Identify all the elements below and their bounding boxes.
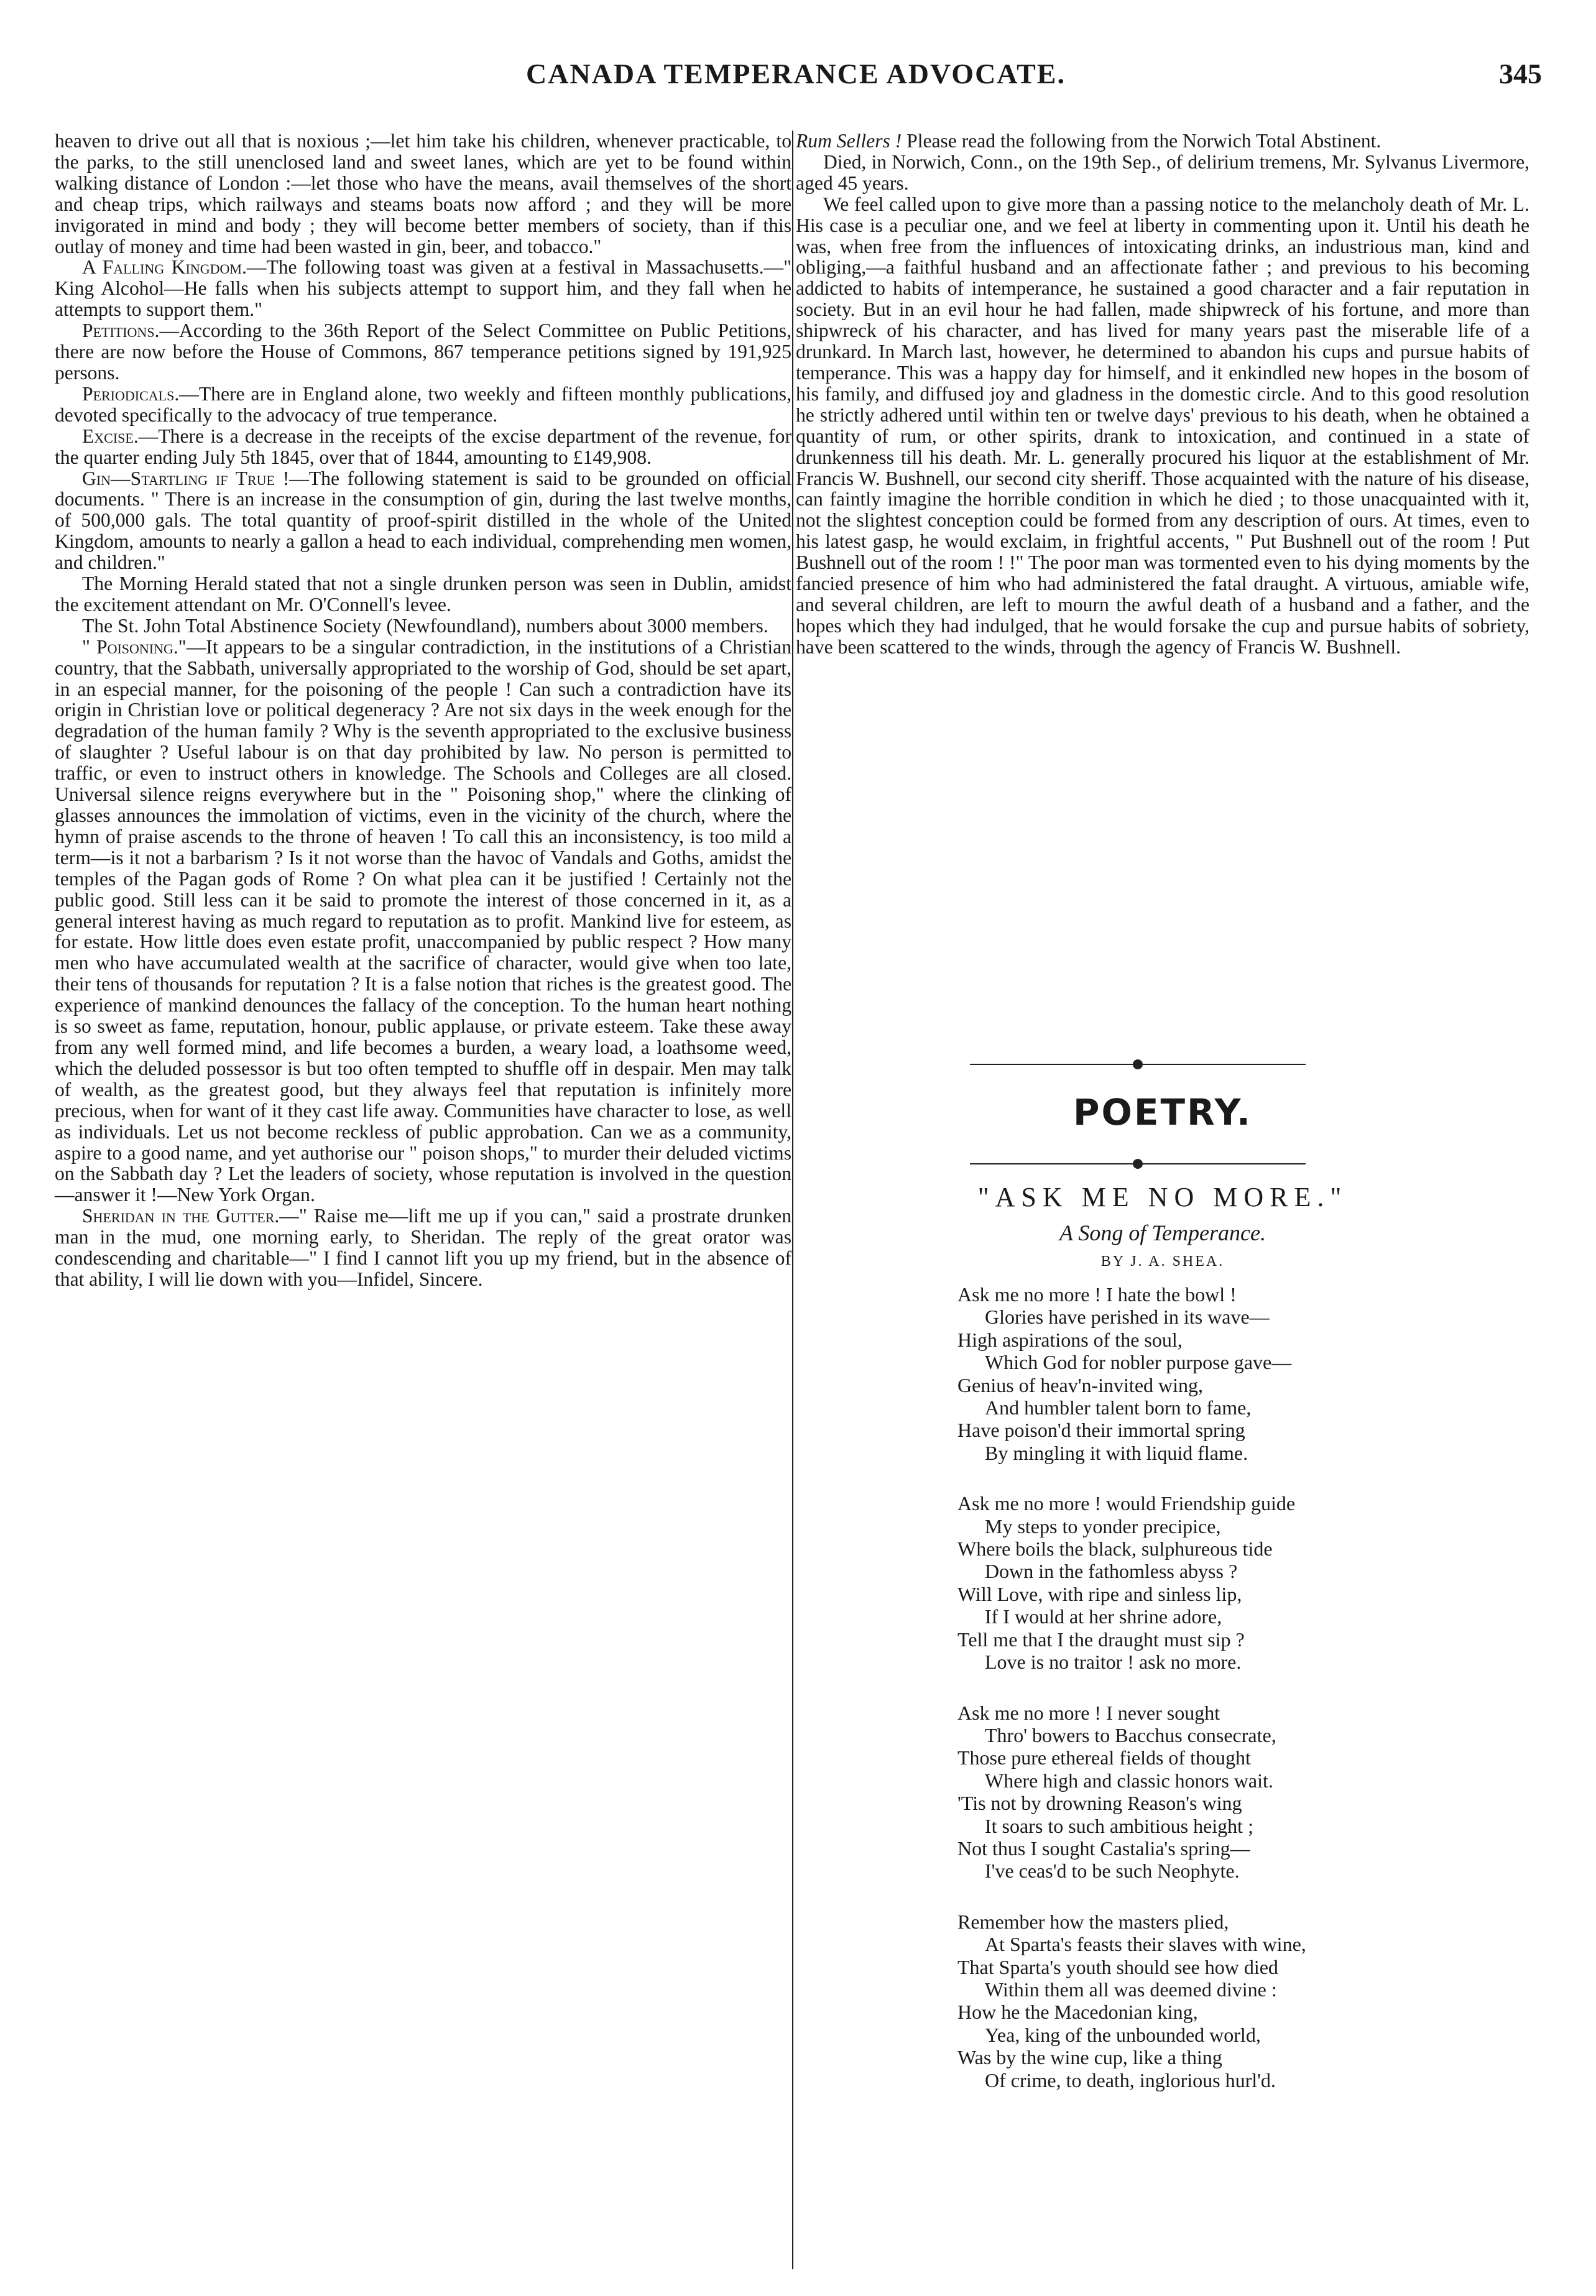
paragraph [55, 384, 791, 426]
section-heading: POETRY. [1073, 1091, 1252, 1133]
verse-line: Tell me that I the draught must sip ? [957, 1628, 1245, 1651]
paragraph-body: —According to the 36th Report of the Select Committee on Public Petitions, there are now before the House of Commons, 867 temperance petitions signed by 191,925 persons. [55, 320, 791, 384]
verse-line: How he the Macedonian king, [957, 2001, 1198, 2024]
verse-line: Which God for nobler purpose gave— [985, 1351, 1292, 1374]
stanza [957, 1283, 1517, 1464]
ornamental-rule [970, 1158, 1306, 1170]
right-column [796, 131, 1529, 658]
page-number: 345 [1499, 58, 1542, 90]
paragraph-body: —" Raise me—lift me up if you can," said a prostrate drunken man in the mud, one morning early, to Sheridan. The reply of the great orator was condescending and charitable—" I find I cannot lift you up my friend, but in the absence of that ability, I will lie down with you—Infidel, Sincere. [55, 1205, 792, 1290]
verse-line: Love is no traitor ! ask no more. [985, 1651, 1242, 1674]
verse-line: Glories have perished in its wave— [985, 1306, 1270, 1329]
verse-line: Down in the fathomless abyss ? [985, 1560, 1238, 1583]
paragraph [55, 1206, 791, 1290]
verse-line: Yea, king of the unbounded world, [985, 2023, 1261, 2046]
stanza [957, 1911, 1517, 2091]
paragraph [55, 257, 791, 320]
paragraph [55, 426, 791, 468]
verse-line: High aspirations of the soul, [957, 1328, 1183, 1351]
paragraph-body: Please read the following from the Norwich Total Abstinent. [902, 130, 1382, 152]
paragraph [55, 637, 791, 1206]
poem-author: BY J. A. SHEA. [1100, 1253, 1225, 1270]
verse-line: Remember how the masters plied, [957, 1910, 1229, 1933]
ornamental-rule [970, 1058, 1306, 1071]
verse-line: Of crime, to death, inglorious hurl'd. [985, 2068, 1276, 2091]
poem-subtitle: A Song of Temperance. [1059, 1220, 1266, 1245]
verse-line: Not thus I sought Castalia's spring— [957, 1837, 1250, 1860]
paragraph-body: —There are in England alone, two weekly and fifteen monthly publications, devoted specifically to the advocacy of true temperance. [55, 382, 791, 426]
verse-line: Thro' bowers to Bacchus consecrate, [985, 1723, 1276, 1746]
run-in-heading: Petitions. [82, 320, 160, 342]
paragraph-body: —There is a decrease in the receipts of the excise department of the revenue, for the quarter ending July 5th 1845, over that of 1844, amounting to £149,908. [55, 425, 791, 468]
column-rule [792, 131, 793, 2269]
run-in-heading: Rum Sellers ! [796, 130, 902, 152]
verse-line: Ask me no more ! would Friendship guide [957, 1492, 1296, 1515]
run-in-heading: Excise. [82, 425, 139, 447]
verse-line: Ask me no more ! I hate the bowl ! [957, 1283, 1237, 1306]
verse-line: Have poison'd their immortal spring [957, 1419, 1245, 1442]
paragraph [55, 320, 791, 384]
run-in-heading: Sheridan in the Gutter. [82, 1205, 280, 1227]
paragraph: The Morning Herald stated that not a single drunken person was seen in Dublin, amidst the excitement attendant on Mr. O'Connell's levee. [55, 573, 791, 615]
verse-line: By mingling it with liquid flame. [985, 1441, 1248, 1464]
paragraph-body: —The following toast was given at a festival in Massachusetts.—" King Alcohol—He falls when his subjects attempt to support him, and they fall when he attempts to support them." [55, 256, 791, 321]
left-column [55, 131, 791, 1290]
verse-line: Ask me no more ! I never sought [957, 1701, 1220, 1724]
verse-line: Where high and classic honors wait. [985, 1769, 1273, 1792]
verse-line: Within them all was deemed divine : [985, 1978, 1277, 2001]
verse-line: Will Love, with ripe and sinless lip, [957, 1582, 1242, 1605]
run-in-heading: Gin—Startling if True ! [82, 467, 290, 489]
paragraph-body: —The following statement is said to be grounded on official documents. " There is an increase in the consumption of gin, during the last twelve months, of 500,000 gals. The total quantity of proof-spirit distilled in the whole of the United Kingdom, amounts to nearly a gallon a head to each individual, comprehending men women, and children." [55, 467, 791, 574]
verse-line: I've ceas'd to be such Neophyte. [985, 1860, 1240, 1883]
verse-line: It soars to such ambitious height ; [985, 1814, 1253, 1837]
paragraph [796, 131, 1529, 152]
verse-line: If I would at her shrine adore, [985, 1605, 1222, 1628]
run-in-heading: A Falling Kingdom. [82, 256, 247, 279]
verse-line: Those pure ethereal fields of thought [957, 1746, 1251, 1769]
running-title: CANADA TEMPERANCE ADVOCATE. [526, 58, 1066, 90]
verse-line: At Sparta's feasts their slaves with wine, [985, 1933, 1306, 1956]
verse-line: Genius of heav'n-invited wing, [957, 1373, 1204, 1396]
stanza [957, 1702, 1517, 1883]
poem-title: "ASK ME NO MORE." [977, 1182, 1348, 1212]
stanza [957, 1492, 1517, 1673]
page-header [50, 57, 1542, 107]
paragraph-body: —It appears to be a singular contradiction, in the institutions of a Christian country, that the Sabbath, universally appropriated to the worship of God, should be set apart, in an especial manner, for the poisoning of the people ! Can such a contradiction have its origin in Christian love or political degeneracy ? Are not six days in the week enough for the degradation of the human family ? Why is the seventh appropriated to the exclusive business of slaughter ? Useful labour is on that day prohibited by law. No person is permitted to traffic, or even to instruct others in knowledge. The Schools and Colleges are all closed. Universal silence reigns everywhere but in the " Poisoning shop," where the clinking of glasses announces the immolation of victims, even in the vicinity of the church, where the hymn of praise ascends to the throne of heaven ! To call this an inconsistency, is too mild a term—is it not a barbarism ? Is it not worse than the havoc of Vandals and Goths, amidst the temples of the Pagan gods of Rome ? On what plea can it be justified ! Certainly not the public good. Still less can it be said to promote the interest of those concerned in it, as a general interest having as much regard to reputation as to profit. Mankind live for esteem, as for estate. How little does even estate profit, unaccompanied by public respect ? How many men who have accumulated wealth at the sacrifice of character, would give when too late, their tens of thousands for reputation ? It is a false notion that riches is the greatest good. The experience of mankind denounces the fallacy of the conception. To the human heart nothing is so sweet as fame, reputation, honour, public applause, or private esteem. Take these away from any well formed mind, and life becomes a burden, a weary load, a loathsome weed, which the deluded possessor is but too often tempted to shuffle off in despair. Men may talk of wealth, as the greatest good, but they always feel that reputation is infinitely more precious, when for want of it they cast life away. Communities have character to lose, as well as individuals. Let us not become reckless of public approbation. Can we as a community, aspire to a good name, and yet authorise our " poison shops," to murder their deluded victims on the Sabbath day ? Let the leaders of society, whose reputation is involved in the question—answer it !—New York Organ. [55, 635, 791, 1206]
verse-line: Where boils the black, sulphureous tide [957, 1538, 1273, 1561]
verse-line: 'Tis not by drowning Reason's wing [957, 1792, 1242, 1815]
paragraph: Died, in Norwich, Conn., on the 19th Sep., of delirium tremens, Mr. Sylvanus Livermore, aged 45 years. [796, 150, 1529, 194]
paragraph: We feel called upon to give more than a passing notice to the melancholy death of Mr. L. His case is a peculiar one, and we feel at liberty in commenting upon it. Until his death he was, when free from the influences of intoxicating drinks, an industrious man, kind and obliging,—a faithful husband and an affectionate father ; and previous to his becoming addicted to habits of intemperance, he sustained a good character and a fair reputation in society. But in an evil hour he had fallen, made shipwreck of his fortune, and more than shipwreck of his character, and has lived for many years past the miserable life of a drunkard. In March last, however, he determined to abandon his cups and pursue habits of temperance. This was a happy day for himself, and it enkindled new hopes in the bosom of his family, and diffused joy and gladness in the domestic circle. And to this good resolution he strictly adhered until within ten or twelve days' previous to his death, when he obtained a quantity of rum, or other spirits, drank to intoxication, and continued in a state of drunkenness till his death. Mr. L. generally procured his liquor at the establishment of Mr. Francis W. Bushnell, our second city sheriff. Those acquainted with the nature of his disease, can faintly imagine the horrible condition in which he died ; to those unacquainted with it, not the slightest conception could be formed from any description of ours. At times, even to his latest gasp, he would exclaim, in frightful accents, " Put Bushnell out of the room ! Put Bushnell out of the room ! !" The poor man was tormented even to his dying moments by the fancied presence of him who had administered the fatal draught. A virtuous, amiable wife, and several children, are left to mourn the awful death of a husband and a father, and the hopes which they had indulged, that he would forsake the cup and pursue habits of sobriety, have been scattered to the winds, through the agency of Francis W. Bushnell. [796, 193, 1529, 658]
verse-line: That Sparta's youth should see how died [957, 1955, 1278, 1978]
run-in-heading: " Poisoning." [82, 635, 187, 658]
verse-line: And humbler talent born to fame, [985, 1396, 1252, 1419]
paragraph: heaven to drive out all that is noxious ;—let him take his children, whenever practicable, to the parks, to the still unenclosed land and sweet lanes, which are yet to be found within walking distance of London :—let those who have the means, avail themselves of the short and cheap trips, which railways and steams boats now afford ; and they will be more invigorated in mind and body ; they will become better members of society, than if this outlay of money and time had been wasted in gin, beer, and tobacco." [55, 130, 791, 257]
verse-line: Was by the wine cup, like a thing [957, 2046, 1222, 2069]
paragraph: The St. John Total Abstinence Society (Newfoundland), numbers about 3000 members. [82, 614, 768, 637]
poem-body [957, 1283, 1517, 2119]
run-in-heading: Periodicals. [82, 382, 180, 405]
verse-line: My steps to yonder precipice, [985, 1515, 1221, 1538]
paragraph [55, 468, 791, 574]
